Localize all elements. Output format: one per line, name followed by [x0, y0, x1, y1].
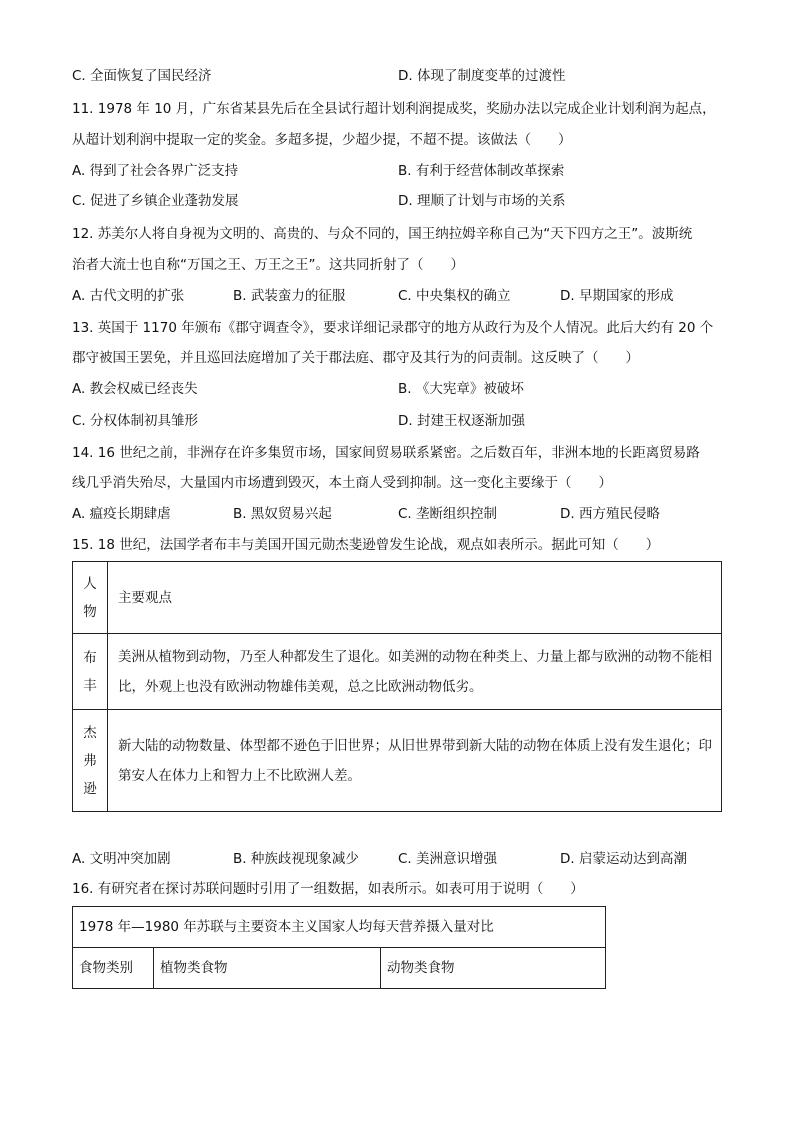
q11-option-d: D. 理顺了计划与市场的关系: [398, 193, 566, 209]
q15-option-b: B. 种族歧视现象减少: [233, 851, 359, 867]
q16-table-title-row: [73, 907, 606, 948]
q13-option-d: D. 封建王权逐渐加强: [398, 413, 525, 429]
q16-col-animal-food: 动物类食物: [381, 948, 606, 989]
q15-table-header-row: [73, 562, 722, 634]
q15-row-jefferson-view: 新大陆的动物数量、体型都不逊色于旧世界；从旧世界带到新大陆的动物在体质上没有发生退化；印第安人在体力上和智力上不比欧洲人差。: [108, 710, 722, 812]
q11-option-a: A. 得到了社会各界广泛支持: [72, 163, 239, 179]
q13-stem-line-2: 郡守被国王罢免，并且巡回法庭增加了关于郡法庭、郡守及其行为的问责制。这反映了（ ）: [72, 350, 639, 366]
q11-stem-line-1: 11. 1978 年 10 月，广东省某县先后在全县试行超计划利润提成奖，奖励办法以完成企业计划利润为起点，: [72, 101, 716, 117]
q15-row-jefferson-person: 杰 弗 逊: [73, 710, 108, 812]
q16-table-header-row: [73, 948, 606, 989]
q12-option-a: A. 古代文明的扩张: [72, 288, 185, 304]
q12-option-c: C. 中央集权的确立: [398, 288, 511, 304]
q15-row-buffon-person: 布 丰: [73, 634, 108, 710]
q16-col-food-category: 食物类别: [73, 948, 154, 989]
q14-option-a: A. 瘟疫长期肆虐: [72, 506, 171, 522]
q15-option-a: A. 文明冲突加剧: [72, 851, 171, 867]
q15-option-c: C. 美洲意识增强: [398, 851, 498, 867]
q13-option-a: A. 教会权威已经丧失: [72, 381, 198, 397]
q12-option-b: B. 武装蛮力的征服: [233, 288, 346, 304]
q12-stem-line-1: 12. 苏美尔人将自身视为文明的、高贵的、与众不同的，国王纳拉姆辛称自己为“天下四方之王”。波斯统: [72, 226, 693, 242]
q15-option-d: D. 启蒙运动达到高潮: [560, 851, 687, 867]
q10-option-d: D. 体现了制度变革的过渡性: [398, 68, 566, 84]
q11-option-b: B. 有利于经营体制改革探索: [398, 163, 565, 179]
q15-table: [72, 561, 722, 812]
q13-option-c: C. 分权体制初具雏形: [72, 413, 199, 429]
q16-col-plant-food: 植物类食物: [154, 948, 381, 989]
q15-row-buffon-view: 美洲从植物到动物，乃至人种都发生了退化。如美洲的动物在种类上、力量上都与欧洲的动物不能相比，外观上也没有欧洲动物雄伟美观，总之比欧洲动物低劣。: [108, 634, 722, 710]
q14-option-c: C. 垄断组织控制: [398, 506, 498, 522]
q12-stem-line-2: 治者大流士也自称“万国之王、万王之王”。这共同折射了（ ）: [72, 257, 464, 273]
q14-option-d: D. 西方殖民侵略: [560, 506, 660, 522]
q12-option-d: D. 早期国家的形成: [560, 288, 674, 304]
q14-option-b: B. 黑奴贸易兴起: [233, 506, 332, 522]
q11-option-c: C. 促进了乡镇企业蓬勃发展: [72, 193, 239, 209]
q15-header-person: 人 物: [73, 562, 108, 634]
q15-row-jefferson: [73, 710, 722, 812]
q14-stem-line-2: 线几乎消失殆尽，大量国内市场遭到毁灭，本土商人受到抑制。这一变化主要缘于（ ）: [72, 475, 612, 491]
q15-header-view: 主要观点: [108, 562, 722, 634]
q13-stem-line-1: 13. 英国于 1170 年颁布《郡守调查令》，要求详细记录郡守的地方从政行为及个人情况。此后大约有 20 个: [72, 320, 714, 336]
q16-stem: 16. 有研究者在探讨苏联问题时引用了一组数据，如表所示。如表可用于说明（ ）: [72, 881, 584, 897]
q15-row-buffon: [73, 634, 722, 710]
q11-stem-line-2: 从超计划利润中提取一定的奖金。多超多提，少超少提，不超不提。该做法（ ）: [72, 132, 572, 148]
q10-option-c: C. 全面恢复了国民经济: [72, 68, 212, 84]
q13-option-b: B. 《大宪章》被破坏: [398, 381, 524, 397]
q14-stem-line-1: 14. 16 世纪之前，非洲存在许多集贸市场，国家间贸易联系紧密。之后数百年，非洲本地的长距离贸易路: [72, 445, 700, 461]
q16-table: [72, 906, 606, 989]
q15-stem: 15. 18 世纪，法国学者布丰与美国开国元勋杰斐逊曾发生论战，观点如表所示。据此可知（ ）: [72, 537, 660, 553]
q16-table-title: 1978 年—1980 年苏联与主要资本主义国家人均每天营养摄入量对比: [73, 907, 606, 948]
